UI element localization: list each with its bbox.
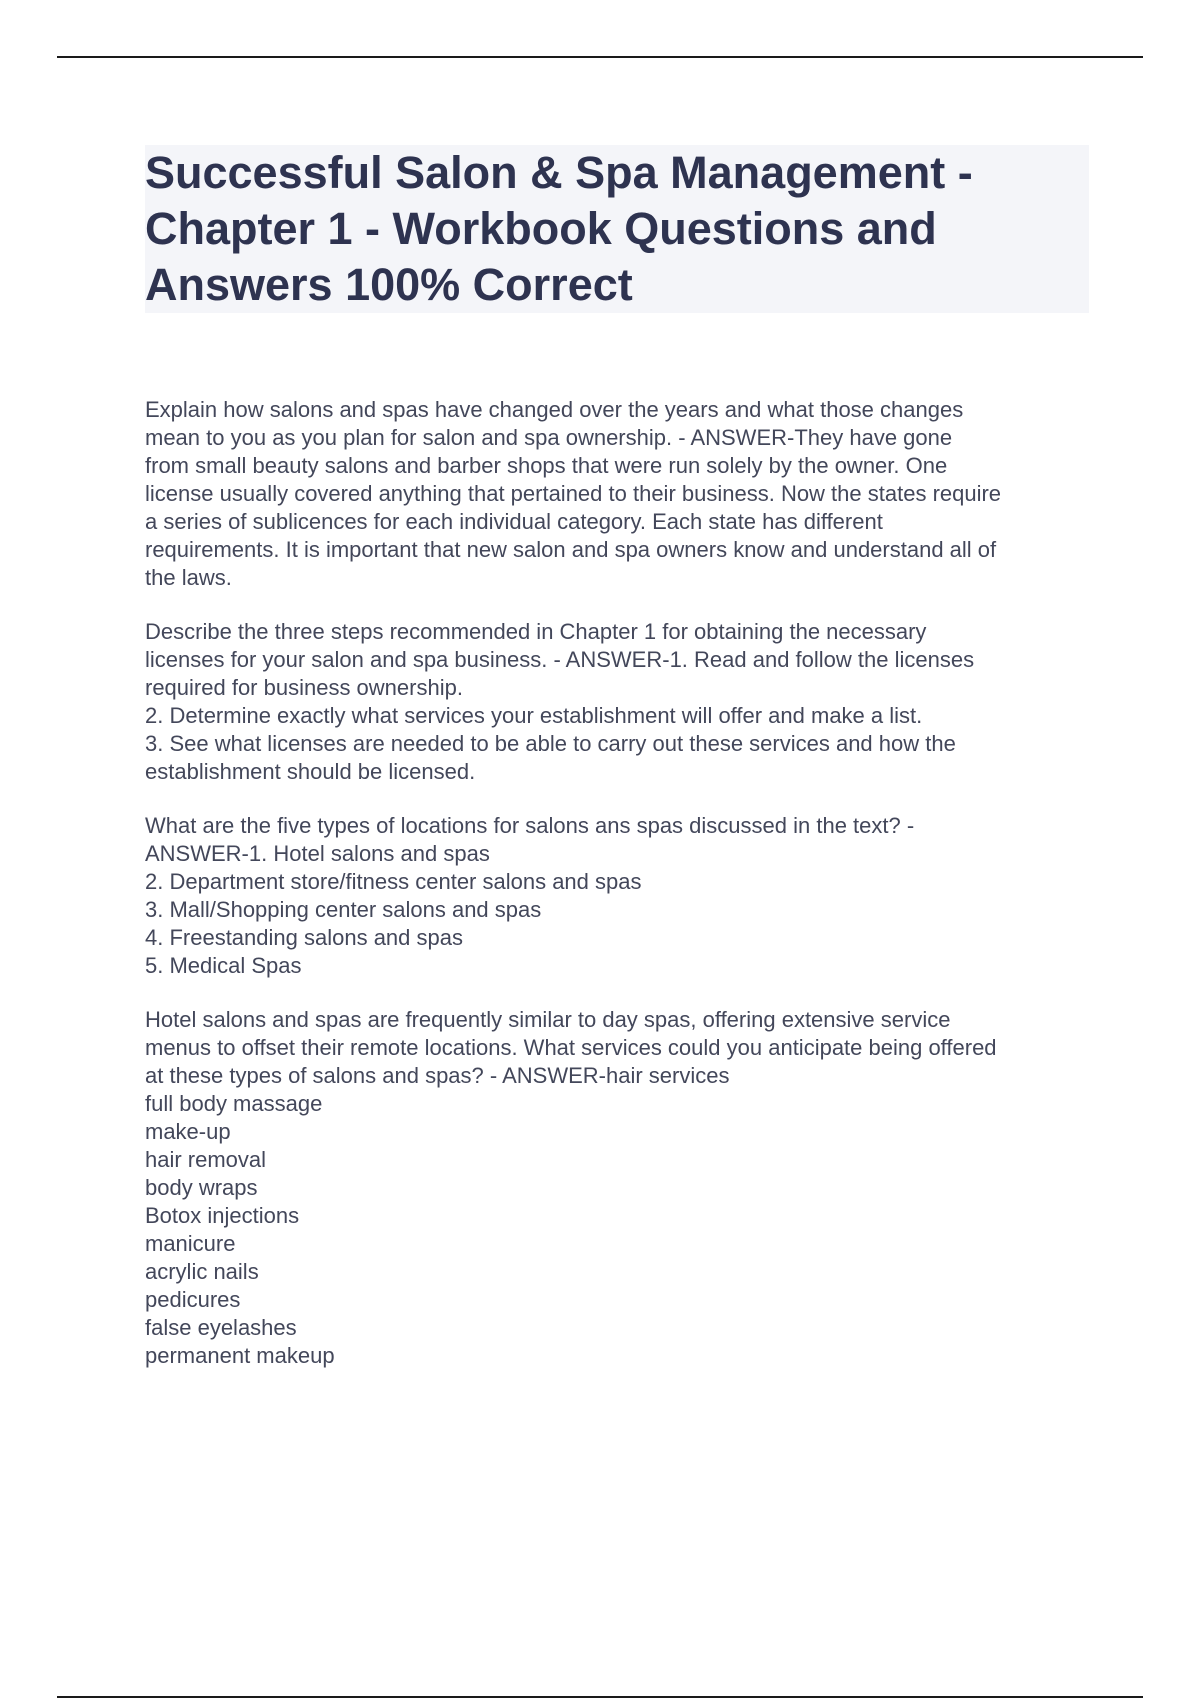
- text-line: 4. Freestanding salons and spas: [145, 925, 463, 950]
- text-line: the laws.: [145, 565, 232, 590]
- text-line: Botox injections: [145, 1203, 300, 1228]
- text-line: make-up: [145, 1119, 231, 1144]
- qa-item: [145, 618, 1095, 786]
- bottom-rule: [57, 1696, 1143, 1698]
- text-line: full body massage: [145, 1091, 323, 1116]
- qa-item: [145, 396, 1095, 592]
- text-line: manicure: [145, 1231, 236, 1256]
- text-line: 3. See what licenses are needed to be able to carry out these services and how the: [145, 731, 956, 756]
- text-line: 2. Department store/fitness center salons and spas: [145, 869, 642, 894]
- text-line: permanent makeup: [145, 1343, 335, 1368]
- title-line: Successful Salon & Spa Management -: [145, 147, 973, 198]
- text-line: What are the five types of locations for salons ans spas discussed in the text? -: [145, 813, 915, 838]
- qa-item: [145, 1006, 1095, 1370]
- text-line: required for business ownership.: [145, 675, 463, 700]
- title-line: Answers 100% Correct: [145, 259, 633, 310]
- text-line: requirements. It is important that new salon and spa owners know and understand all of: [145, 537, 997, 562]
- text-line: hair removal: [145, 1147, 267, 1172]
- text-line: body wraps: [145, 1175, 258, 1200]
- text-line: 2. Determine exactly what services your establishment will offer and make a list.: [145, 703, 923, 728]
- top-rule: [57, 56, 1143, 58]
- text-line: 5. Medical Spas: [145, 953, 302, 978]
- document-title: [145, 145, 1089, 313]
- text-line: mean to you as you plan for salon and spa ownership. - ANSWER-They have gone: [145, 425, 953, 450]
- text-line: Hotel salons and spas are frequently similar to day spas, offering extensive service: [145, 1007, 951, 1032]
- text-line: Explain how salons and spas have changed over the years and what those changes: [145, 397, 964, 422]
- text-line: menus to offset their remote locations. What services could you anticipate being offered: [145, 1035, 997, 1060]
- text-line: pedicures: [145, 1287, 241, 1312]
- text-line: a series of sublicences for each individual category. Each state has different: [145, 509, 883, 534]
- title-line: Chapter 1 - Workbook Questions and: [145, 203, 937, 254]
- text-line: at these types of salons and spas? - ANSWER-hair services: [145, 1063, 730, 1088]
- text-line: acrylic nails: [145, 1259, 259, 1284]
- text-line: establishment should be licensed.: [145, 759, 476, 784]
- text-line: licenses for your salon and spa business. - ANSWER-1. Read and follow the licenses: [145, 647, 975, 672]
- document-body: [145, 396, 1095, 1396]
- title-block: [145, 145, 1089, 313]
- qa-item: [145, 812, 1095, 980]
- text-line: license usually covered anything that pertained to their business. Now the states require: [145, 481, 1002, 506]
- text-line: 3. Mall/Shopping center salons and spas: [145, 897, 542, 922]
- text-line: Describe the three steps recommended in Chapter 1 for obtaining the necessary: [145, 619, 927, 644]
- text-line: from small beauty salons and barber shops that were run solely by the owner. One: [145, 453, 948, 478]
- text-line: ANSWER-1. Hotel salons and spas: [145, 841, 490, 866]
- text-line: false eyelashes: [145, 1315, 297, 1340]
